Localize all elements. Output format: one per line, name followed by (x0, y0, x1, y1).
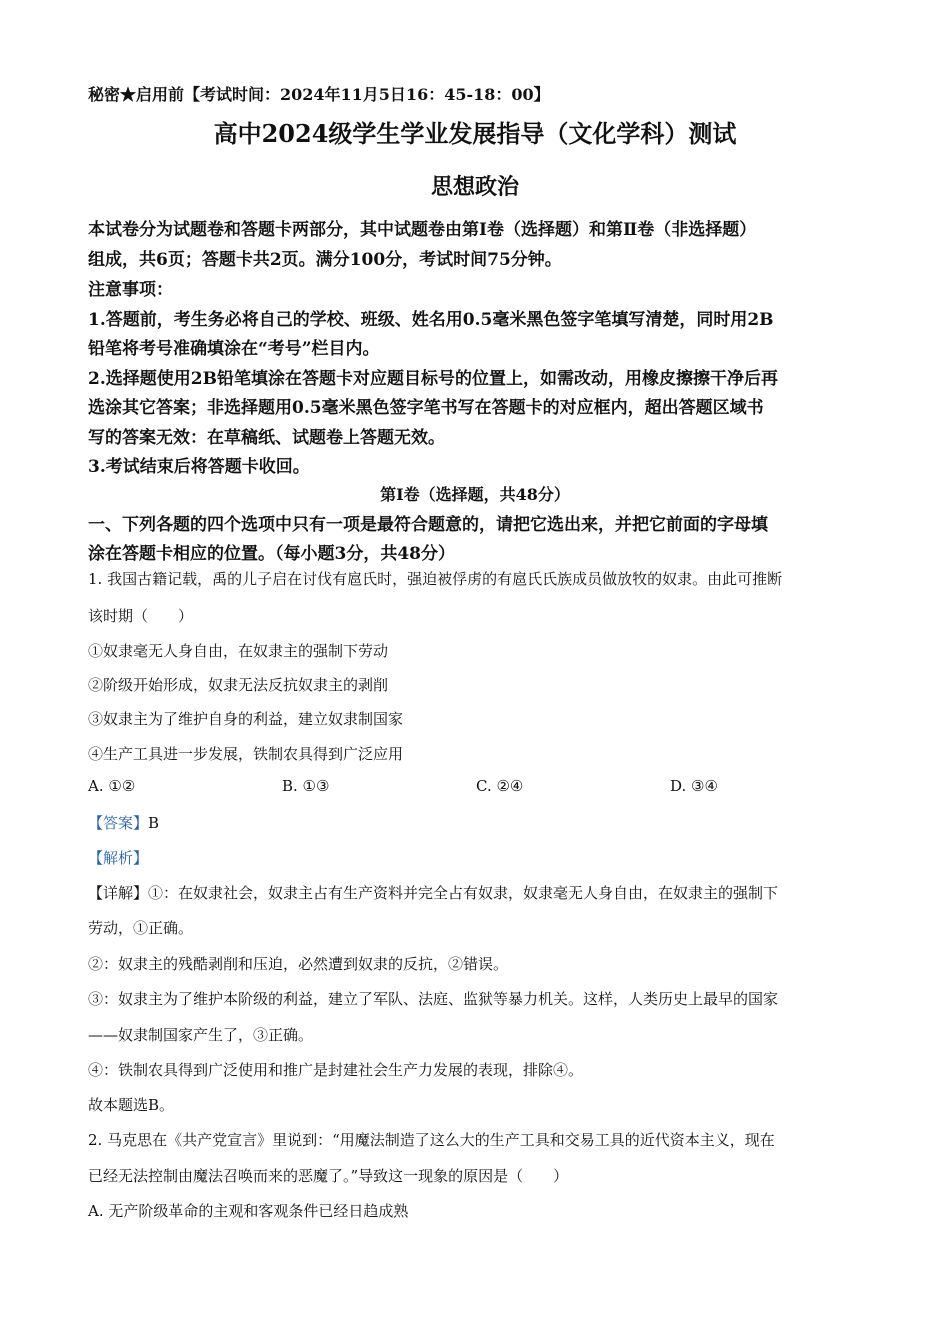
detail-line: ②：奴隶主的残酷剥削和压迫，必然遭到奴隶的反抗，②错误。 (88, 955, 509, 973)
conclusion-line: 故本题选B。 (88, 1096, 175, 1114)
intro-line: 本试卷分为试题卷和答题卡两部分，其中试题卷由第Ⅰ卷（选择题）和第Ⅱ卷（非选择题） (88, 220, 757, 240)
part-instructions: 涂在答题卡相应的位置。（每小题3分，共48分） (88, 544, 455, 564)
confidential-header: 秘密★启用前【考试时间：2024年11月5日16：45-18：00】 (88, 85, 550, 104)
notice-heading: 注意事项： (88, 280, 173, 300)
notice-item: 1.答题前，考生务必将自己的学校、班级、姓名用0.5毫米黑色签字笔填写清楚，同时用2B (88, 310, 774, 330)
answer-line (88, 812, 159, 833)
notice-item: 写的答案无效：在草稿纸、试题卷上答题无效。 (88, 428, 445, 448)
question-1-stem: 1. 我国古籍记载，禹的儿子启在讨伐有扈氏时，强迫被俘虏的有扈氏氏族成员做放牧的奴隶。由此可推断 (88, 570, 783, 588)
question-2-stem: 2. 马克思在《共产党宣言》里说到：“用魔法制造了这么大的生产工具和交易工具的近代资本主义，现在 (88, 1131, 775, 1149)
question-2-stem: 已经无法控制由魔法召唤而来的恶魔了。”导致这一现象的原因是（ ） (88, 1167, 569, 1185)
part-instructions: 一、下列各题的四个选项中只有一项是最符合题意的，请把它选出来，并把它前面的字母填 (88, 515, 768, 535)
detail-line: ③：奴隶主为了维护本阶级的利益，建立了军队、法庭、监狱等暴力机关。这样，人类历史上最早的国家 (88, 990, 779, 1008)
notice-item: 铅笔将考号准确填涂在“考号”栏目内。 (88, 339, 380, 359)
option-c: C. ②④ (476, 777, 524, 795)
option-a: A. ①② (88, 777, 136, 795)
option-d: D. ③④ (670, 777, 718, 795)
option-a: A. 无产阶级革命的主观和客观条件已经日趋成熟 (88, 1202, 409, 1220)
detail-line: ④：铁制农具得到广泛使用和推广是封建社会生产力发展的表现，排除④。 (88, 1061, 584, 1079)
analysis-label: 【解析】 (88, 849, 149, 867)
statement-item: ②阶级开始形成，奴隶无法反抗奴隶主的剥削 (88, 676, 389, 694)
answer-label: 【答案】 (88, 814, 149, 832)
notice-item: 选涂其它答案；非选择题用0.5毫米黑色签字笔书写在答题卡的对应框内，超出答题区域书 (88, 398, 764, 418)
intro-line: 组成，共6页；答题卡共2页。满分100分，考试时间75分钟。 (88, 250, 562, 270)
exam-title: 高中2024级学生学业发展指导（文化学科）测试 (213, 119, 737, 148)
option-b: B. ①③ (282, 777, 330, 795)
answer-value: B (148, 814, 160, 832)
detail-line: 【详解】①：在奴隶社会，奴隶主占有生产资料并完全占有奴隶，奴隶毫无人身自由，在奴隶主的强制下 (88, 884, 779, 902)
subject-title: 思想政治 (430, 174, 519, 200)
statement-item: ①奴隶毫无人身自由，在奴隶主的强制下劳动 (88, 642, 389, 660)
detail-line: ——奴隶制国家产生了，③正确。 (88, 1026, 314, 1044)
notice-item: 2.选择题使用2B铅笔填涂在答题卡对应题目标号的位置上，如需改动，用橡皮擦擦干净后再 (88, 369, 778, 389)
section-title: 第Ⅰ卷（选择题，共48分） (380, 485, 570, 504)
notice-item: 3.考试结束后将答题卡收回。 (88, 457, 310, 477)
statement-item: ④生产工具进一步发展，铁制农具得到广泛应用 (88, 745, 404, 763)
statement-item: ③奴隶主为了维护自身的利益，建立奴隶制国家 (88, 710, 404, 728)
question-1-stem: 该时期（ ） (88, 607, 194, 625)
detail-line: 劳动，①正确。 (88, 919, 194, 937)
